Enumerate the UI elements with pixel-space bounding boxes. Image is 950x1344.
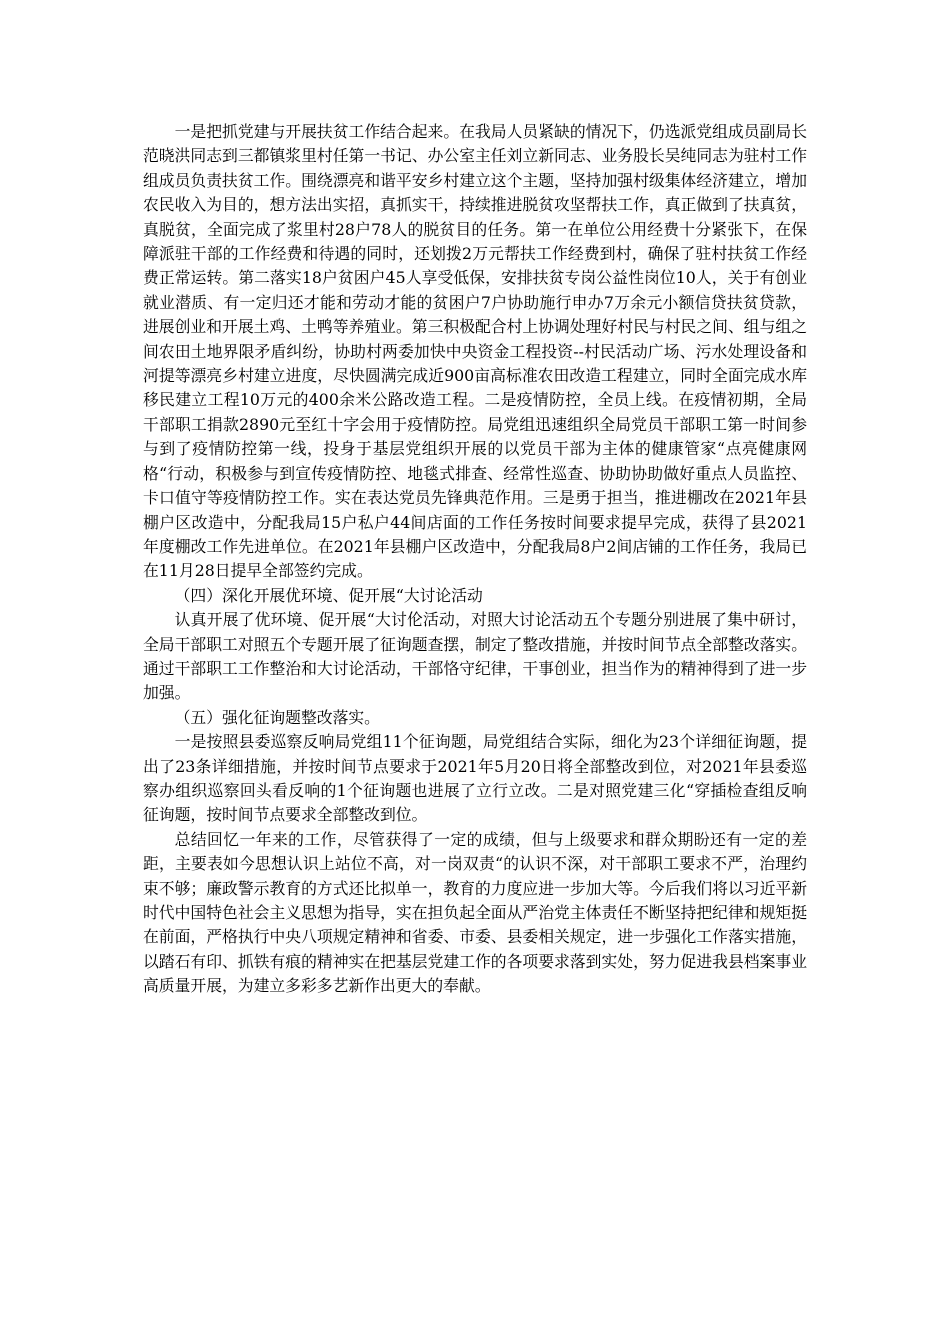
paragraph-discussion-activity: 认真开展了优环境、促开展“大讨伦活动，对照大讨论活动五个专题分别进展了集中研讨，全局干部职工对照五个专题开展了征询题查摆，制定了整改措施，并按时间节点全部整改落实。通过干部职工工作整治和大讨论活动，干部恪守纪律，干事创业，担当作为的精神得到了进一步加强。 <box>143 610 807 703</box>
paragraph-summary: 总结回忆一年来的工作，尽管获得了一定的成绩，但与上级要求和群众期盼还有一定的差距，主要表如今思想认识上站位不高，对一岗双责“的认识不深，对干部职工要求不严，治理约束不够；廉政警示教育的方式还比拟单一，教育的力度应进一步加大等。今后我们将以习近平新时代中国特色社会主义思想为指导，实在担负起全面从严治党主体责任不断坚持把纪律和规矩挺在前面，严格执行中央八项规定精神和省委、市委、县委相关规定，进一步强化工作落实措施，以踏石有印、抓铁有痕的精神实在把基层党建工作的各项要求落到实处，努力促进我县档案事业高质量开展，为建立多彩多艺新作出更大的奉献。 <box>143 829 807 996</box>
document-page <box>143 120 807 999</box>
section-heading-5: （五）强化征询题整改落实。 <box>174 707 380 727</box>
paragraph-rectification: 一是按照县委巡察反响局党组11个征询题，局党组结合实际，细化为23个详细征询题，提出了23条详细措施，并按时间节点要求于2021年5月20日将全部整改到位，对2021年县委巡察办组织巡察回头看反响的1个征询题也进展了立行立改。二是对照党建三化“穿插检查组反响征询题，按时间节点要求全部整改到位。 <box>143 732 807 825</box>
section-heading-4: （四）深化开展优环境、促开展“大讨论活动 <box>174 585 483 605</box>
paragraph-poverty-alleviation: 一是把抓党建与开展扶贫工作结合起来。在我局人员紧缺的情况下，仍选派党组成员副局长范晓洪同志到三都镇浆里村任第一书记、办公室主任刘立新同志、业务股长吴纯同志为驻村工作组成员负责扶贫工作。围绕漂亮和谐平安乡村建立这个主题，坚持加强村级集体经济建立，增加农民收入为目的，想方法出实招，真抓实干，持续推进脱贫攻坚帮扶工作，真正做到了扶真贫，真脱贫，全面完成了浆里村28户78人的脱贫目的任务。第一在单位公用经费十分紧张下，在保障派驻干部的工作经费和待遇的同时，还划拨2万元帮扶工作经费到村，确保了驻村扶贫工作经费正常运转。第二落实18户贫困户45人享受低保，安排扶贫专岗公益性岗位10人，关于有创业就业潜质、有一定归还才能和劳动才能的贫困户7户协助施行申办7万余元小额信贷扶贫贷款，进展创业和开展土鸡、土鸭等养殖业。第三积极配合村上协调处理好村民与村民之间、组与组之间农田土地界限矛盾纠纷，协助村两委加快中央资金工程投资--村民活动广场、污水处理设备和河提等漂亮乡村建立进度，尽快圆满完成近900亩高标准农田改造工程建立，同时全面完成水库移民建立工程10万元的400余米公路改造工程。二是疫情防控，全员上线。在疫情初期，全局干部职工捐款2890元至红十字会用于疫情防控。局党组迅速组织全局党员干部职工第一时间参与到了疫情防控第一线，投身于基层党组织开展的以党员干部为主体的健康管家“点亮健康网格“行动，积极参与到宣传疫情防控、地毯式排查、经常性巡查、协助协助做好重点人员监控、卡口值守等疫情防控工作。实在表达党员先锋典范作用。三是勇于担当，推进棚改在2021年县棚户区改造中，分配我局15户私户44间店面的工作任务按时间要求提早完成，获得了县2021年度棚改工作先进单位。在2021年县棚户区改造中，分配我局8户2间店铺的工作任务，我局已在11月28日提早全部签约完成。 <box>143 122 807 581</box>
